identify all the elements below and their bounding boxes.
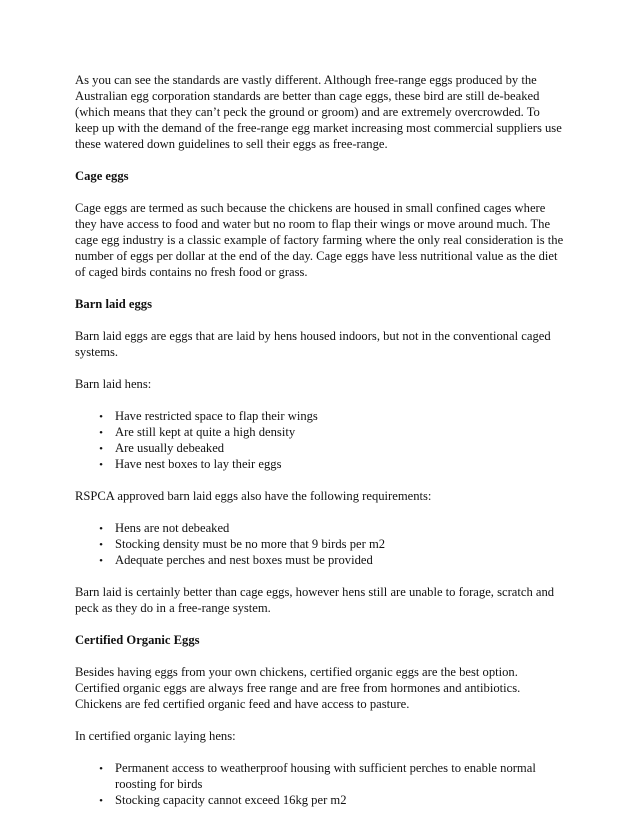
rspca-intro: RSPCA approved barn laid eggs also have the following requirements: (75, 489, 432, 503)
list-item: • Have nest boxes to lay their eggs (75, 456, 565, 472)
rspca-list (75, 520, 565, 568)
certified-organic-heading: Certified Organic Eggs (75, 633, 200, 647)
bullet-icon (94, 440, 108, 457)
list-item: • Are still kept at quite a high density (75, 424, 565, 440)
document-page (75, 72, 565, 824)
barn-hens-intro: Barn laid hens: (75, 377, 152, 391)
list-item: • Stocking density must be no more that 9 birds per m2 (75, 536, 565, 552)
barn-hens-list (75, 408, 565, 472)
bullet-icon (94, 424, 108, 441)
list-item: • Adequate perches and nest boxes must be provided (75, 552, 565, 568)
barn-laid-eggs-heading: Barn laid eggs (75, 297, 152, 311)
bullet-icon (94, 520, 108, 537)
list-item: • Stocking capacity cannot exceed 16kg per m2 (75, 792, 565, 808)
barn-conclusion-paragraph: Barn laid is certainly better than cage eggs, however hens still are unable to forage, scratch and peck as they do in a free-range system. (75, 585, 555, 615)
cage-eggs-heading: Cage eggs (75, 169, 129, 183)
list-item: • Hens are not debeaked (75, 520, 565, 536)
organic-list (75, 760, 565, 808)
list-item: • Permanent access to weatherproof housing with sufficient perches to enable normal roosting for birds (75, 760, 565, 792)
list-item: • Have restricted space to flap their wings (75, 408, 565, 424)
cage-eggs-paragraph: Cage eggs are termed as such because the chickens are housed in small confined cages where they have access to food and water but no room to flap their wings or move around much. The cage egg industry is a classic example of factory farming where the only real consideration is the number of eggs per dollar at the end of the day. Cage eggs have less nutritional value as the diet of caged birds contains no fresh food or grass. (75, 201, 564, 279)
bullet-icon (94, 536, 108, 553)
bullet-icon (94, 792, 108, 809)
bullet-icon (94, 408, 108, 425)
organic-paragraph: Besides having eggs from your own chickens, certified organic eggs are the best option. Certified organic eggs are always free range and are free from hormones and antibiotics. Chickens are fed certified organic feed and have access to pasture. (75, 665, 521, 711)
bullet-icon (94, 760, 108, 777)
bullet-icon (94, 456, 108, 473)
intro-paragraph: As you can see the standards are vastly different. Although free-range eggs produced by the Australian egg corporation standards are better than cage eggs, these bird are still de-beaked (which means that they can’t peck the ground or groom) and are extremely overcrowded. To keep up with the demand of the free-range egg market increasing most commercial suppliers use these watered down guidelines to sell their eggs as free-range. (75, 73, 562, 151)
organic-intro: In certified organic laying hens: (75, 729, 236, 743)
bullet-icon (94, 552, 108, 569)
list-item: • Are usually debeaked (75, 440, 565, 456)
barn-laid-paragraph: Barn laid eggs are eggs that are laid by hens housed indoors, but not in the conventional caged systems. (75, 329, 551, 359)
